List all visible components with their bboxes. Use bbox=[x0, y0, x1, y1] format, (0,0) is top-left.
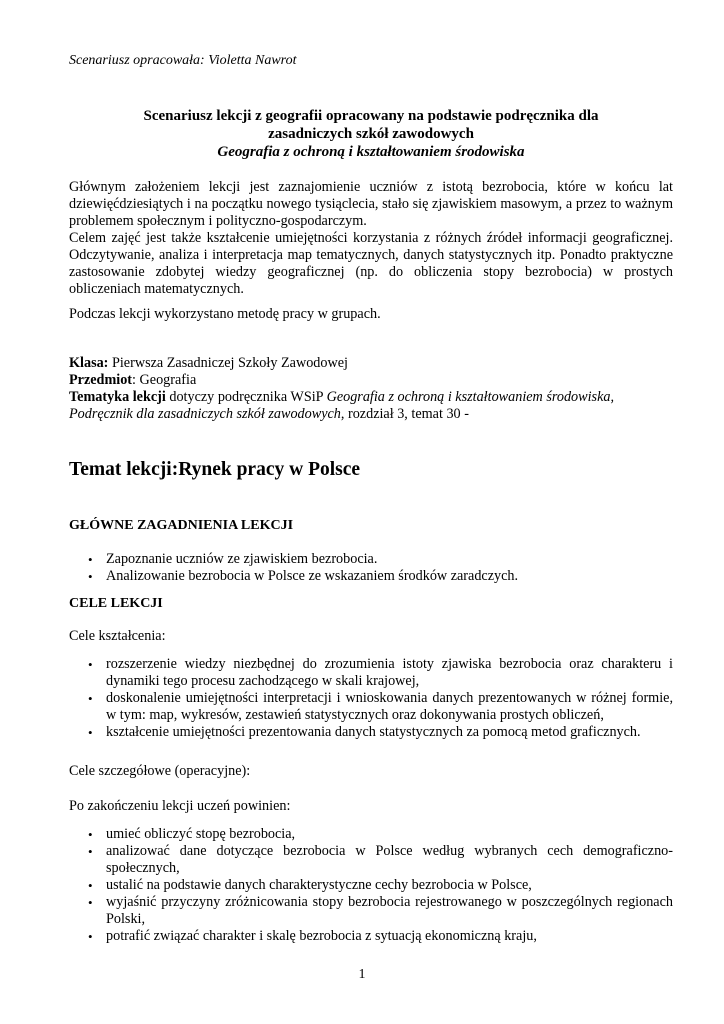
klasa-label: Klasa: bbox=[69, 355, 109, 371]
bullet-icon: • bbox=[88, 827, 93, 842]
list-item: • analizować dane dotyczące bezrobocia w Polsce według wybranych cech demograficzno-społecznych, bbox=[88, 843, 673, 876]
meta-tematyka bbox=[69, 389, 673, 406]
list-item: • wyjaśnić przyczyny zróżnicowania stopy bezrobocia rejestrowanego w poszczególnych regionach Polski, bbox=[88, 894, 673, 927]
bullet-icon: • bbox=[88, 691, 93, 706]
meta-tematyka-cont bbox=[69, 406, 673, 423]
list-item: • umieć obliczyć stopę bezrobocia, bbox=[88, 826, 296, 842]
education-goals-list bbox=[69, 656, 673, 741]
bullet-icon: • bbox=[88, 895, 93, 910]
tematyka-book-title: Geografia z ochroną i kształtowaniem środowiska, bbox=[326, 389, 615, 405]
title-line-1: Scenariusz lekcji z geografii opracowany na podstawie podręcznika dla bbox=[143, 108, 599, 124]
lesson-meta bbox=[69, 355, 673, 423]
after-lesson-label: Po zakończeniu lekcji uczeń powinien: bbox=[69, 798, 291, 814]
przedmiot-label: Przedmiot bbox=[69, 372, 133, 388]
intro-paragraph-2: Celem zajęć jest także kształcenie umiejętności korzystania z różnych źródeł informacji geograficznej. Odczytywanie, analiza i interpretacja map tematycznych, danych statystycznych itp. Ponadto praktyczne zastosowanie zdobytej wiedzy geograficznej (np. do obliczenia stopy bezrobocia) w prostych obliczeniach matematycznych. bbox=[69, 230, 673, 297]
list-item: • potrafić związać charakter i skalę bezrobocia z sytuacją ekonomiczną kraju, bbox=[88, 928, 537, 944]
list-item: • doskonalenie umiejętności interpretacji i wnioskowania danych prezentowanych w różnej formie, w tym: map, wykresów, zestawień statystycznych oraz dokonywania prostych obliczeń, bbox=[88, 690, 673, 723]
goals-heading: CELE LEKCJI bbox=[69, 596, 163, 611]
title-line-3: Geografia z ochroną i kształtowaniem środowiska bbox=[217, 144, 525, 160]
operational-goals-list bbox=[69, 826, 673, 945]
tematyka-label: Tematyka lekcji bbox=[69, 389, 166, 405]
bullet-icon: • bbox=[88, 878, 93, 893]
lesson-topic-heading: Temat lekcji:Rynek pracy w Polsce bbox=[69, 459, 361, 480]
tematyka-text: dotyczy podręcznika WSiP bbox=[165, 389, 327, 405]
bullet-icon: • bbox=[88, 657, 93, 672]
klasa-value: Pierwsza Zasadniczej Szkoły Zawodowej bbox=[108, 355, 348, 371]
bullet-icon: • bbox=[88, 929, 93, 944]
bullet-icon: • bbox=[88, 844, 93, 859]
tematyka-book-subtitle: Podręcznik dla zasadniczych szkół zawodowych bbox=[69, 406, 341, 422]
list-item: • ustalić na podstawie danych charakterystyczne cechy bezrobocia w Polsce, bbox=[88, 877, 532, 893]
meta-klasa bbox=[69, 355, 673, 372]
bullet-icon: • bbox=[88, 552, 93, 567]
tematyka-tail: , rozdział 3, temat 30 - bbox=[340, 406, 469, 422]
author-line: Scenariusz opracowała: Violetta Nawrot bbox=[69, 53, 297, 68]
education-goals-label: Cele kształcenia: bbox=[69, 628, 166, 644]
przedmiot-value: : Geografia bbox=[132, 372, 197, 388]
document-page bbox=[69, 52, 673, 945]
list-item: • Analizowanie bezrobocia w Polsce ze wskazaniem środków zaradczych. bbox=[88, 568, 519, 584]
list-item: • kształcenie umiejętności prezentowania danych statystycznych za pomocą metod graficznych. bbox=[88, 724, 641, 740]
main-issues-heading: GŁÓWNE ZAGADNIENIA LEKCJI bbox=[69, 518, 294, 533]
main-issues-list bbox=[69, 551, 673, 585]
intro-paragraph-1: Głównym założeniem lekcji jest zaznajomienie uczniów z istotą bezrobocia, które w końcu lat dziewięćdziesiątych i na początku nowego tysiąclecia, stało się zjawiskiem masowym, a przez to ważnym problemem społecznym i polityczno-gospodarczym. bbox=[69, 179, 673, 229]
list-item: • rozszerzenie wiedzy niezbędnej do zrozumienia istoty zjawiska bezrobocia oraz charakteru i dynamiki tego procesu zachodzącego w skali krajowej, bbox=[88, 656, 673, 689]
meta-przedmiot bbox=[69, 372, 673, 389]
document-title bbox=[69, 107, 673, 161]
intro-section bbox=[69, 179, 673, 323]
operational-goals-label: Cele szczegółowe (operacyjne): bbox=[69, 763, 251, 779]
bullet-icon: • bbox=[88, 569, 93, 584]
bullet-icon: • bbox=[88, 725, 93, 740]
intro-paragraph-3: Podczas lekcji wykorzystano metodę pracy w grupach. bbox=[69, 306, 381, 322]
page-number: 1 bbox=[358, 967, 366, 982]
list-item: • Zapoznanie uczniów ze zjawiskiem bezrobocia. bbox=[88, 551, 378, 567]
title-line-2: zasadniczych szkół zawodowych bbox=[268, 126, 474, 142]
